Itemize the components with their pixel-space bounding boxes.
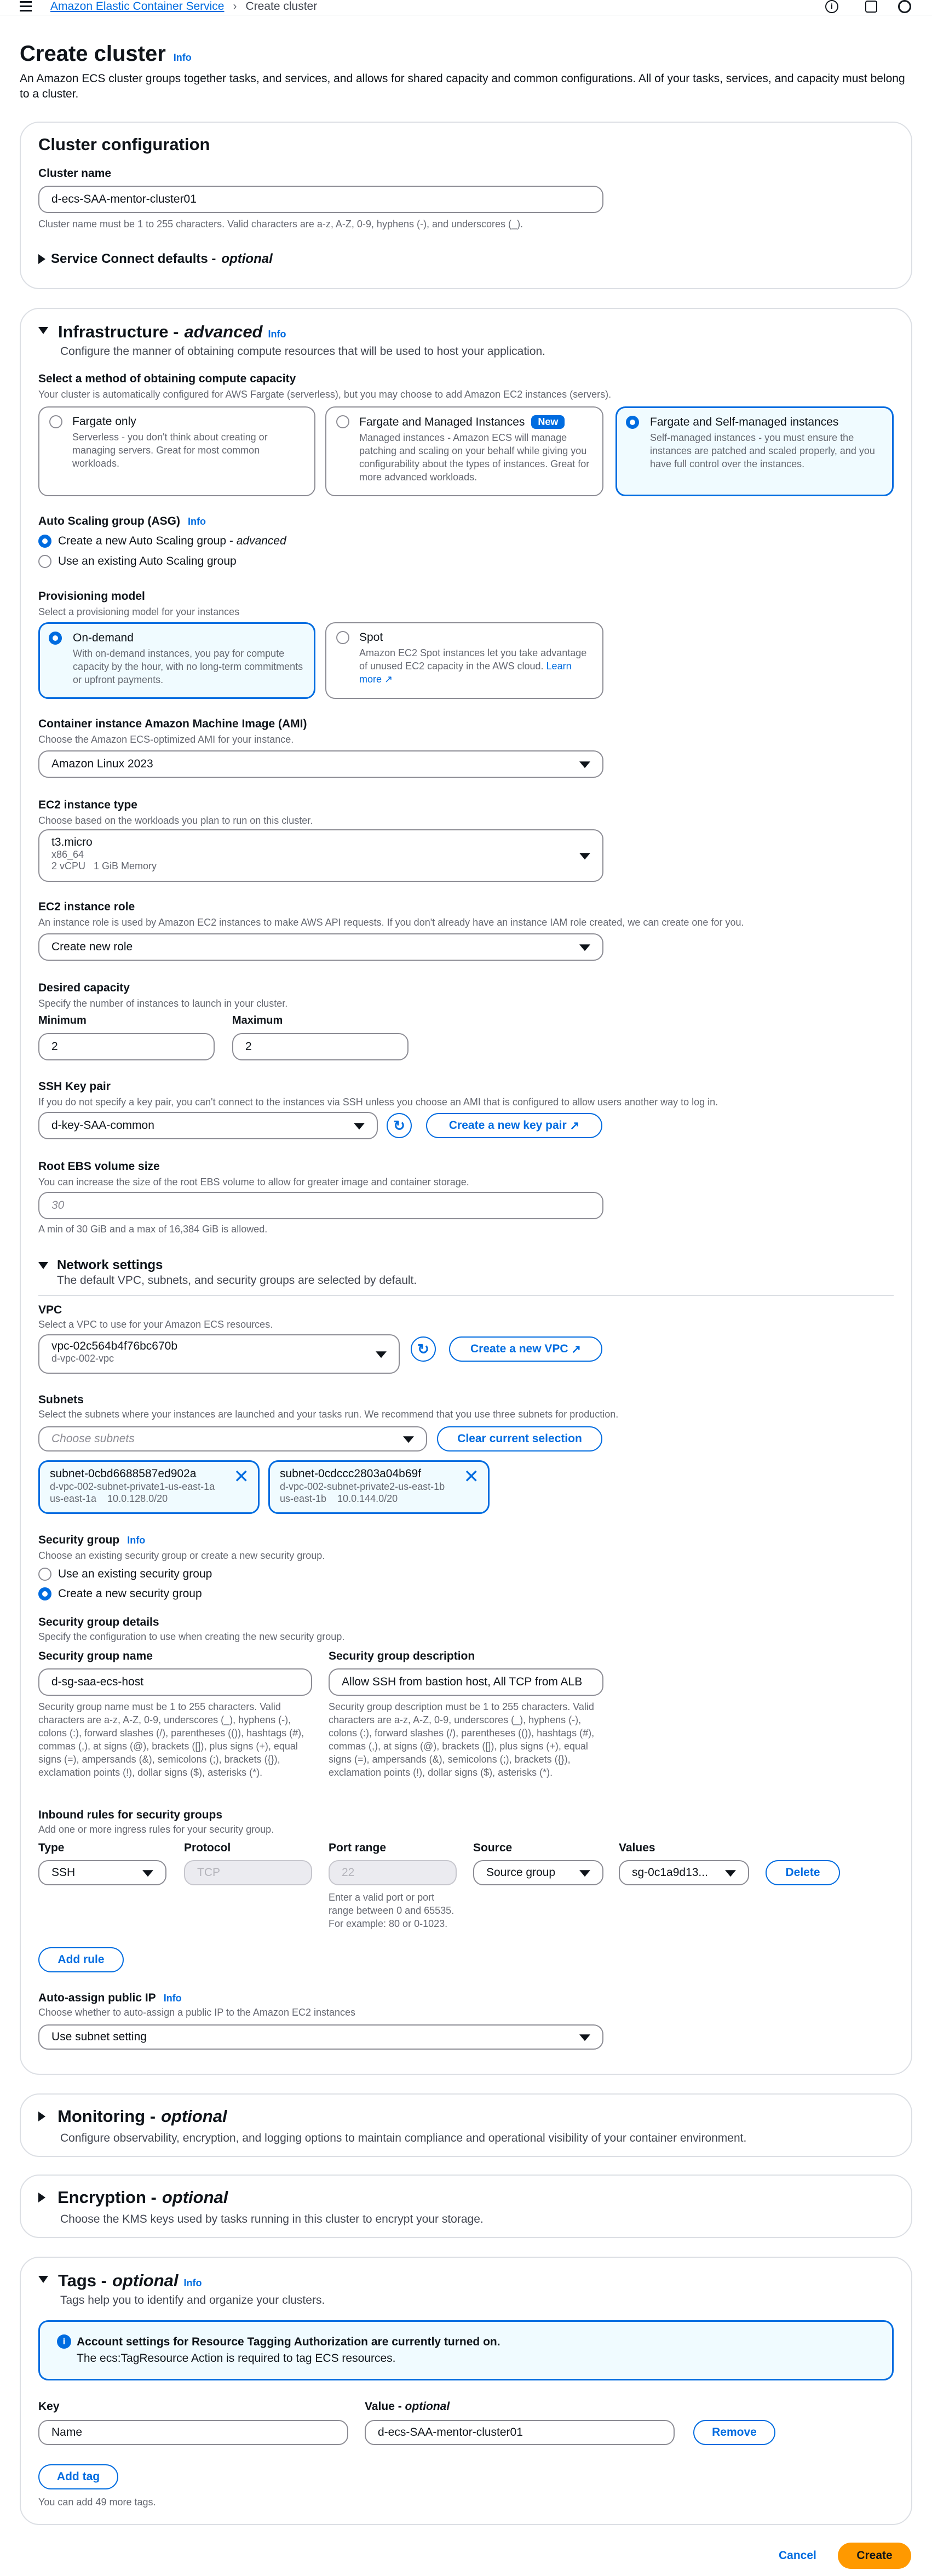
infrastructure-header[interactable]: Infrastructure - advanced Info xyxy=(38,322,286,342)
radio-spot[interactable] xyxy=(336,631,349,644)
chevron-down-icon xyxy=(579,761,590,768)
learn-more-link[interactable]: Learn more xyxy=(359,661,572,685)
col-type: Type xyxy=(38,1841,65,1854)
add-tag-button[interactable]: Add tag xyxy=(38,2464,118,2489)
col-values: Values xyxy=(619,1841,655,1854)
asg-label: Auto Scaling group (ASG) xyxy=(38,515,180,527)
col-port: Port range xyxy=(329,1841,387,1854)
sg-label: Security group xyxy=(38,1534,120,1546)
infrastructure-info-link[interactable]: Info xyxy=(268,329,286,340)
tile-spot[interactable]: Spot Amazon EC2 Spot instances let you take advantage of unused EC2 capacity in the AWS cloud. Learn more ↗ xyxy=(325,622,603,699)
encryption-desc: Choose the KMS keys used by tasks running in this cluster to encrypt your storage. xyxy=(60,2213,484,2225)
prov-label: Provisioning model xyxy=(38,590,145,603)
breadcrumb-service-link[interactable]: Amazon Elastic Container Service xyxy=(50,0,225,13)
cluster-name-label: Cluster name xyxy=(38,167,112,180)
info-circle-icon[interactable]: i xyxy=(825,0,838,13)
tagging-alert xyxy=(38,2320,894,2380)
caret-down-icon xyxy=(38,327,48,334)
sg-info-link[interactable]: Info xyxy=(127,1535,146,1546)
chevron-down-icon xyxy=(142,1870,153,1877)
asg-opt2-label: Use an existing Auto Scaling group xyxy=(58,555,237,567)
create-key-pair-button[interactable]: Create a new key pair ↗ xyxy=(426,1113,602,1138)
method-label: Select a method of obtaining compute capacity xyxy=(38,372,296,385)
chevron-down-icon xyxy=(354,1123,365,1129)
radio-on-demand[interactable] xyxy=(49,632,62,645)
network-settings-toggle[interactable]: Network settings xyxy=(38,1258,163,1273)
chevron-down-icon xyxy=(579,2034,590,2041)
tag-key-label: Key xyxy=(38,2400,60,2413)
external-link-icon: ↗ xyxy=(569,1119,580,1132)
prov-desc: Select a provisioning model for your instances xyxy=(38,606,240,617)
subnet-token: subnet-0cdccc2803a04b69f d-vpc-002-subnet-private2-us-east-1b us-east-1b 10.0.144.0/20 ✕ xyxy=(268,1460,490,1514)
sg-label-row xyxy=(38,1534,145,1547)
ebs-label: Root EBS volume size xyxy=(38,1160,160,1173)
chevron-down-icon xyxy=(579,1870,590,1877)
page-header xyxy=(20,42,192,66)
panel-icon[interactable] xyxy=(865,1,877,13)
subnet-token: subnet-0cbd6688587ed902a d-vpc-002-subnet-private1-us-east-1a us-east-1a 10.0.128.0/20 ✕ xyxy=(38,1460,260,1514)
asg-opt1-label: Create a new Auto Scaling group - advanced xyxy=(58,535,286,547)
rule-values-select[interactable]: sg-0c1a9d13... xyxy=(619,1860,749,1885)
refresh-icon[interactable]: ↻ xyxy=(387,1113,412,1138)
method-desc: Your cluster is automatically configured for AWS Fargate (serverless), but you may choose to add Amazon EC2 instances (servers). xyxy=(38,389,612,400)
external-link-icon: ↗ xyxy=(384,674,393,685)
chevron-down-icon xyxy=(403,1436,414,1443)
ssh-label: SSH Key pair xyxy=(38,1080,111,1093)
sg-description-hint: Security group description must be 1 to 255 characters. Valid characters are a-z, A-Z, 0-9, underscores (_), hyphens (-), colons (:), forward slashes (/), parentheses (()), hashtags (#), commas (,), at signs (@), brackets ([]), plus signs (+), equal signs (=), ampersands (&), semicolons (;), brackets ({}), exclamation points (!), dollar signs ($), asterisks (*). xyxy=(329,1701,595,1778)
divider xyxy=(38,1295,894,1296)
subnets-select[interactable]: Choose subnets xyxy=(38,1426,427,1451)
capacity-desc: Specify the number of instances to launch in your cluster. xyxy=(38,998,288,1009)
close-icon[interactable]: ✕ xyxy=(233,1466,249,1487)
vpc-label: VPC xyxy=(38,1304,62,1316)
ami-label: Container instance Amazon Machine Image (AMI) xyxy=(38,718,307,730)
ami-select[interactable]: Amazon Linux 2023 xyxy=(38,750,603,778)
ebs-input[interactable]: 30 xyxy=(38,1192,603,1219)
tags-desc: Tags help you to identify and organize your clusters. xyxy=(60,2294,325,2307)
tile-on-demand[interactable]: On-demand With on-demand instances, you pay for compute capacity by the hour, with no long-term commitments or upfront payments. xyxy=(38,622,315,699)
ebs-desc: You can increase the size of the root EBS volume to allow for greater image and container storage. xyxy=(38,1177,469,1187)
tags-info-link[interactable]: Info xyxy=(183,2277,202,2288)
sg-opt1-label: Use an existing security group xyxy=(58,1568,212,1580)
col-source: Source xyxy=(473,1841,513,1854)
tile-fargate-self-managed[interactable]: Fargate and Self-managed instances Self-managed instances - you must ensure the instances are patched and scaled properly, and you have full control over the instances. xyxy=(615,406,894,496)
breadcrumb xyxy=(50,0,317,13)
vpc-desc: Select a VPC to use for your Amazon ECS resources. xyxy=(38,1319,273,1330)
add-rule-button[interactable]: Add rule xyxy=(38,1947,124,1972)
tag-value-label: Value - optional xyxy=(365,2400,450,2413)
maximum-label: Maximum xyxy=(232,1014,283,1026)
tags-hint: You can add 49 more tags. xyxy=(38,2497,156,2508)
radio-sg-new[interactable] xyxy=(38,1587,51,1600)
radio-asg-existing[interactable] xyxy=(38,555,51,568)
sg-name-input[interactable]: d-sg-saa-ecs-host xyxy=(38,1668,312,1696)
caret-down-icon xyxy=(38,1262,48,1269)
external-link-icon: ↗ xyxy=(571,1342,582,1356)
tile-fargate-only[interactable]: Fargate only Serverless - you don't think about creating or managing servers. Great for most common workloads. xyxy=(38,406,315,496)
sg-opt2-label: Create a new security group xyxy=(58,1587,202,1600)
tag-key-input[interactable]: Name xyxy=(38,2420,348,2445)
infrastructure-desc: Configure the manner of obtaining compute resources that will be used to host your application. xyxy=(60,345,546,358)
radio-asg-new[interactable] xyxy=(38,535,51,548)
rule-source-select[interactable]: Source group xyxy=(473,1860,603,1885)
instance-type-select[interactable]: t3.micro x86_64 2 vCPU 1 GiB Memory xyxy=(38,829,603,882)
delete-rule-button[interactable]: Delete xyxy=(766,1860,840,1885)
ip-select[interactable]: Use subnet setting xyxy=(38,2024,603,2050)
alert-title: Account settings for Resource Tagging Authorization are currently turned on. xyxy=(77,2336,500,2348)
asg-info-link[interactable]: Info xyxy=(187,516,206,527)
rule-port-input: 22 xyxy=(329,1860,457,1885)
caret-right-icon xyxy=(38,254,45,264)
alert-body: The ecs:TagResource Action is required to tag ECS resources. xyxy=(77,2352,396,2365)
tile-fargate-managed[interactable]: Fargate and Managed Instances New Managed instances - Amazon ECS will manage patching and scaling on your behalf while giving you configurability about the types of instances. Great for more advanced workloads. xyxy=(325,406,603,496)
role-select[interactable]: Create new role xyxy=(38,933,603,961)
cancel-button[interactable]: Cancel xyxy=(779,2549,816,2562)
ssh-desc: If you do not specify a key pair, you can't connect to the instances via SSH unless you choose an AMI that is configured to allow users another way to log in. xyxy=(38,1097,718,1108)
ip-label-row xyxy=(38,1992,182,2005)
chevron-right-icon: › xyxy=(233,0,237,13)
new-badge: New xyxy=(531,415,565,429)
page-info-link[interactable]: Info xyxy=(173,52,192,63)
ip-label: Auto-assign public IP xyxy=(38,1992,156,2004)
refresh-icon[interactable]: ↻ xyxy=(411,1336,436,1362)
page-title: Create cluster xyxy=(20,42,166,66)
sg-description-label: Security group description xyxy=(329,1650,475,1662)
subnets-desc: Select the subnets where your instances are launched and your tasks run. We recommend that you use three subnets for production. xyxy=(38,1409,619,1420)
network-settings-desc: The default VPC, subnets, and security groups are selected by default. xyxy=(57,1274,417,1287)
cluster-name-input[interactable]: d-ecs-SAA-mentor-cluster01 xyxy=(38,186,603,213)
sg-name-hint: Security group name must be 1 to 255 characters. Valid characters are a-z, A-Z, 0-9, underscores (_), hyphens (-), colons (:), forward slashes (/), parentheses (()), hashtags (#), commas (,), at signs (@), brackets ([]), plus signs (+), equal signs (=), ampersands (&), semicolons (;), brackets ({}), exclamation points (!), dollar signs ($), asterisks (*). xyxy=(38,1701,304,1778)
type-label: EC2 instance type xyxy=(38,799,137,811)
close-icon[interactable]: ✕ xyxy=(463,1466,479,1487)
ssh-select[interactable]: d-key-SAA-common xyxy=(38,1112,378,1139)
inbound-rules-desc: Add one or more ingress rules for your security group. xyxy=(38,1824,274,1835)
minimum-label: Minimum xyxy=(38,1014,87,1026)
encryption-toggle[interactable]: Encryption - optional xyxy=(38,2188,228,2207)
subnets-label: Subnets xyxy=(38,1393,84,1406)
create-vpc-button[interactable]: Create a new VPC ↗ xyxy=(449,1336,602,1362)
tags-toggle[interactable]: Tags - optional Info xyxy=(38,2271,202,2291)
sg-details-label: Security group details xyxy=(38,1616,159,1628)
chevron-down-icon xyxy=(376,1351,387,1358)
caret-right-icon xyxy=(38,2193,45,2202)
chevron-down-icon xyxy=(579,944,590,951)
page-description: An Amazon ECS cluster groups together tasks, and services, and allows for shared capacity and common configurations. All of your tasks, services, and capacity must belong to a cluster. xyxy=(20,72,905,100)
role-desc: An instance role is used by Amazon EC2 instances to make AWS API requests. If you don't already have an instance IAM role created, we can create one for you. xyxy=(38,917,744,928)
radio-fargate-only[interactable] xyxy=(49,415,62,428)
type-desc: Choose based on the workloads you plan to run on this cluster. xyxy=(38,815,313,826)
cluster-name-hint: Cluster name must be 1 to 255 characters. Valid characters are a-z, A-Z, 0-9, hyphens (-), and underscores (_). xyxy=(38,219,523,230)
breadcrumb-current: Create cluster xyxy=(245,0,318,13)
vpc-select[interactable]: vpc-02c564b4f76bc670b d-vpc-002-vpc xyxy=(38,1334,400,1374)
port-hint: Enter a valid port or port range between 0 and 65535. For example: 80 or 0-1023. xyxy=(329,1892,455,1929)
ebs-hint: A min of 30 GiB and a max of 16,384 GiB is allowed. xyxy=(38,1224,268,1235)
remove-tag-button[interactable]: Remove xyxy=(693,2420,775,2445)
col-protocol: Protocol xyxy=(184,1841,231,1854)
sg-name-label: Security group name xyxy=(38,1650,153,1662)
settings-icon[interactable] xyxy=(898,0,911,13)
capacity-label: Desired capacity xyxy=(38,982,130,994)
chevron-down-icon xyxy=(725,1870,736,1877)
asg-label-row xyxy=(38,515,206,528)
tag-value-input[interactable]: d-ecs-SAA-mentor-cluster01 xyxy=(365,2420,675,2445)
service-connect-toggle[interactable]: Service Connect defaults - optional xyxy=(38,251,273,267)
menu-icon[interactable] xyxy=(20,1,32,11)
monitoring-toggle[interactable]: Monitoring - optional xyxy=(38,2107,227,2126)
sg-details-desc: Specify the configuration to use when creating the new security group. xyxy=(38,1631,345,1642)
ip-desc: Choose whether to auto-assign a public IP to the Amazon EC2 instances xyxy=(38,2007,356,2018)
ami-desc: Choose the Amazon ECS-optimized AMI for your instance. xyxy=(38,734,294,745)
radio-fargate-self-managed[interactable] xyxy=(626,416,639,429)
caret-right-icon xyxy=(38,2112,45,2121)
maximum-input[interactable]: 2 xyxy=(232,1033,409,1060)
clear-selection-button[interactable]: Clear current selection xyxy=(437,1426,602,1451)
chevron-down-icon xyxy=(579,853,590,859)
info-circle-icon: i xyxy=(57,2334,71,2349)
rule-protocol-input: TCP xyxy=(184,1860,312,1885)
minimum-input[interactable]: 2 xyxy=(38,1033,215,1060)
inbound-rules-label: Inbound rules for security groups xyxy=(38,1809,223,1821)
monitoring-desc: Configure observability, encryption, and logging options to maintain compliance and operational visibility of your container environment. xyxy=(60,2132,747,2144)
caret-down-icon xyxy=(38,2276,48,2283)
role-label: EC2 instance role xyxy=(38,900,135,913)
radio-sg-existing[interactable] xyxy=(38,1568,51,1581)
sg-desc: Choose an existing security group or create a new security group. xyxy=(38,1550,325,1561)
cluster-config-title: Cluster configuration xyxy=(38,135,210,154)
sg-description-input[interactable]: Allow SSH from bastion host, All TCP from ALB xyxy=(329,1668,603,1696)
rule-type-select[interactable]: SSH xyxy=(38,1860,166,1885)
radio-fargate-managed[interactable] xyxy=(336,415,349,428)
ip-info-link[interactable]: Info xyxy=(163,1993,182,2004)
create-button[interactable]: Create xyxy=(838,2543,911,2569)
